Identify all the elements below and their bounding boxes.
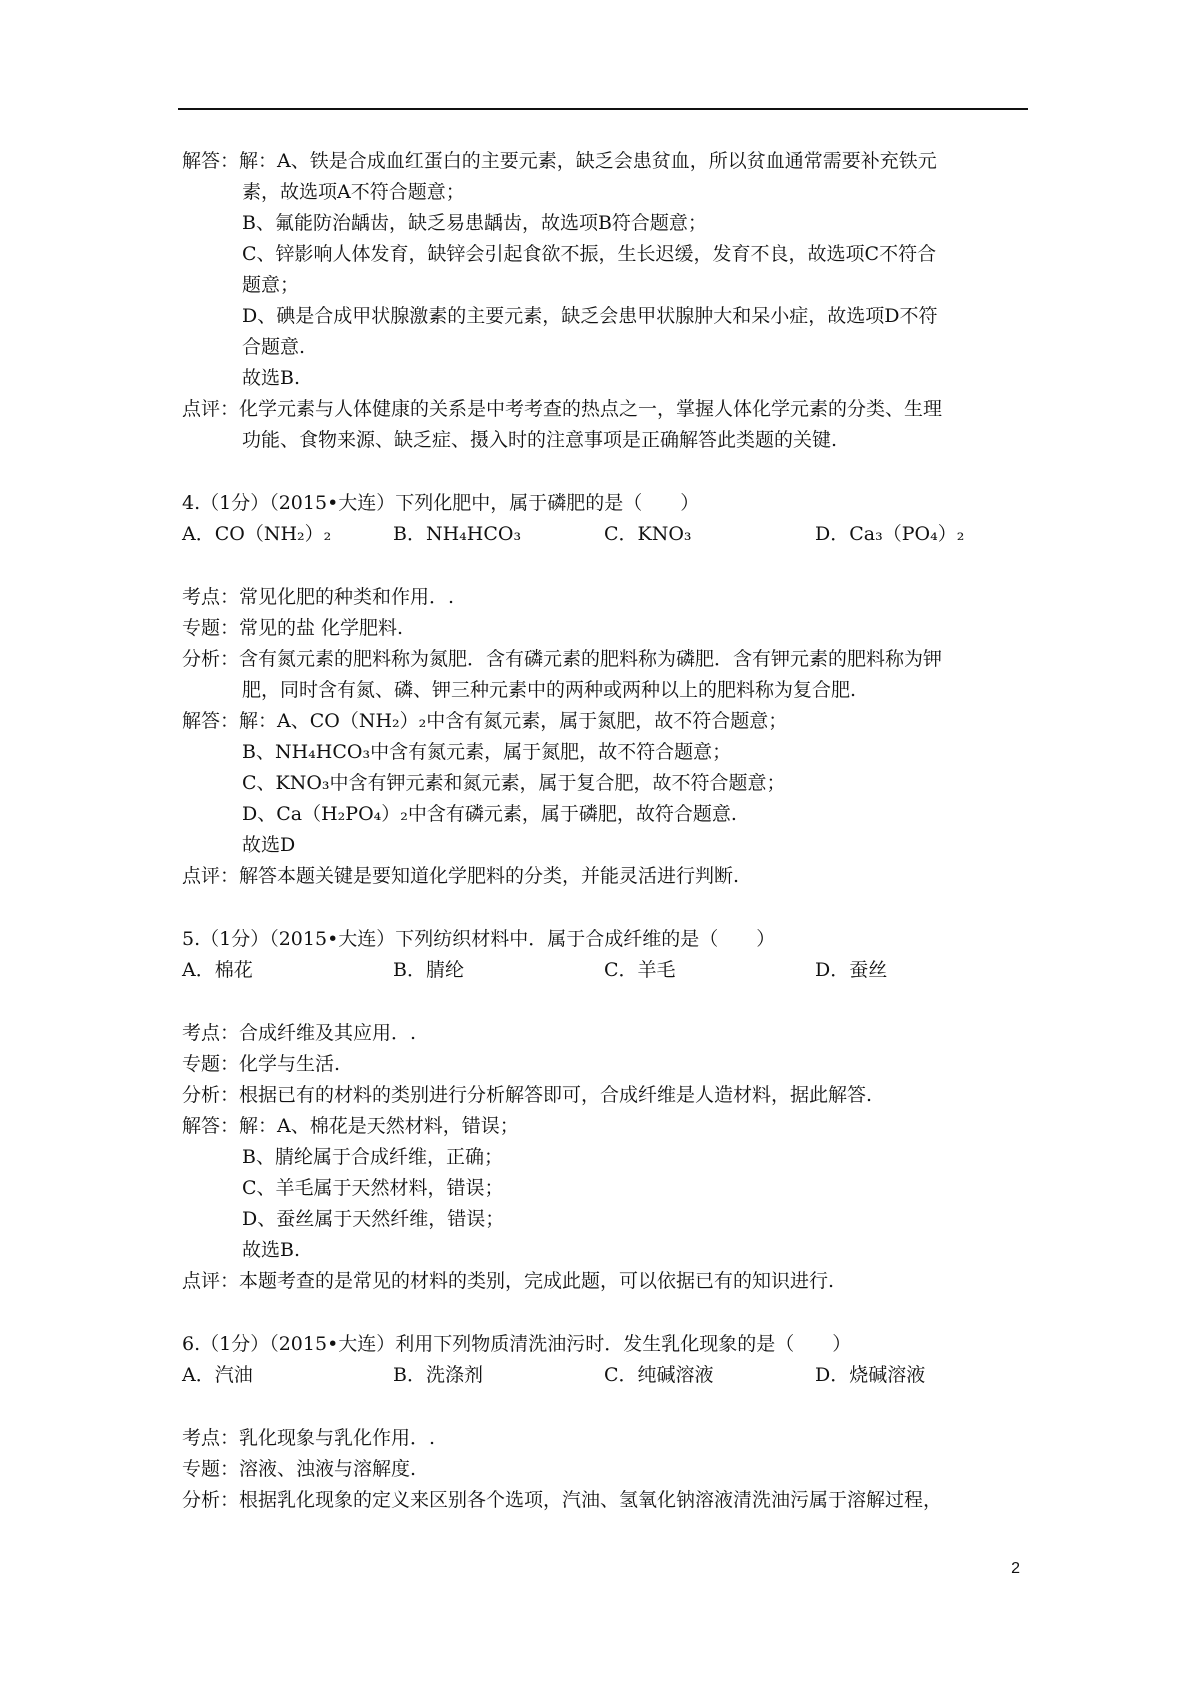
line-text: 化学与生活. xyxy=(239,1053,341,1075)
line-text: 解：A、CO（NH₂）₂中含有氮元素，属于氮肥，故不符合题意； xyxy=(239,710,788,732)
line-text: 乳化现象与乳化作用．. xyxy=(239,1427,436,1449)
line-text: 化学元素与人体健康的关系是中考考查的热点之一，掌握人体化学元素的分类、生理 xyxy=(239,398,943,420)
answer-option: A．棉花 xyxy=(182,959,253,981)
section-label: 解答： xyxy=(182,1115,240,1137)
answer-option: D．烧碱溶液 xyxy=(815,1364,926,1386)
answer-options xyxy=(182,1360,1032,1391)
answer-option: C．羊毛 xyxy=(604,959,676,981)
line-text: 合题意. xyxy=(242,336,306,358)
line-text: C、KNO₃中含有钾元素和氮元素，属于复合肥，故不符合题意； xyxy=(242,772,786,794)
section-label: 分析： xyxy=(182,1489,240,1511)
section-label: 考点： xyxy=(182,1022,240,1044)
section-label: 点评： xyxy=(182,865,240,887)
answer-option: A．汽油 xyxy=(182,1364,253,1386)
line-text: 题意； xyxy=(242,274,300,296)
line-text: D、Ca（H₂PO₄）₂中含有磷元素，属于磷肥，故符合题意. xyxy=(242,803,737,825)
text-line-continued xyxy=(182,301,1032,332)
header-rule xyxy=(178,108,1028,110)
text-line xyxy=(182,488,1032,519)
text-line-continued xyxy=(182,737,1032,768)
spacer xyxy=(182,456,1032,488)
text-line xyxy=(182,582,1032,613)
line-text: 5.（1分）（2015•大连）下列纺织材料中．属于合成纤维的是（ ） xyxy=(182,928,776,950)
spacer xyxy=(182,1297,1032,1329)
section-label: 点评： xyxy=(182,398,240,420)
section-label: 考点： xyxy=(182,1427,240,1449)
section-label: 专题： xyxy=(182,1053,240,1075)
answer-option: B．NH₄HCO₃ xyxy=(393,523,522,545)
text-line xyxy=(182,1329,1032,1360)
section-label: 考点： xyxy=(182,586,240,608)
line-text: 解答本题关键是要知道化学肥料的分类，并能灵活进行判断. xyxy=(239,865,740,887)
text-line xyxy=(182,613,1032,644)
spacer xyxy=(182,1391,1032,1423)
line-text: D、蚕丝属于天然纤维，错误； xyxy=(242,1208,505,1230)
text-line-continued xyxy=(182,332,1032,363)
line-text: 故选B. xyxy=(242,367,301,389)
text-line xyxy=(182,1111,1032,1142)
spacer xyxy=(182,550,1032,582)
text-line-continued xyxy=(182,768,1032,799)
text-line xyxy=(182,1485,1032,1516)
spacer xyxy=(182,892,1032,924)
text-line-continued xyxy=(182,239,1032,270)
text-line-continued xyxy=(182,208,1032,239)
line-text: B、腈纶属于合成纤维，正确； xyxy=(242,1146,503,1168)
text-line-continued xyxy=(182,830,1032,861)
text-line xyxy=(182,1080,1032,1111)
text-line xyxy=(182,146,1032,177)
text-line-continued xyxy=(182,1142,1032,1173)
line-text: 根据已有的材料的类别进行分析解答即可，合成纤维是人造材料，据此解答. xyxy=(239,1084,873,1106)
section-label: 分析： xyxy=(182,648,240,670)
text-line-continued xyxy=(182,425,1032,456)
line-text: 6.（1分）（2015•大连）利用下列物质清洗油污时．发生乳化现象的是（ ） xyxy=(182,1333,852,1355)
line-text: 含有氮元素的肥料称为氮肥．含有磷元素的肥料称为磷肥．含有钾元素的肥料称为钾 xyxy=(239,648,943,670)
section-label: 解答： xyxy=(182,150,240,172)
text-line-continued xyxy=(182,1173,1032,1204)
section-label: 分析： xyxy=(182,1084,240,1106)
answer-option: C．纯碱溶液 xyxy=(604,1364,714,1386)
line-text: 解：A、铁是合成血红蛋白的主要元素，缺乏会患贫血，所以贫血通常需要补充铁元 xyxy=(239,150,937,172)
section-label: 专题： xyxy=(182,617,240,639)
line-text: 常见的盐 化学肥料. xyxy=(239,617,404,639)
line-text: 常见化肥的种类和作用．. xyxy=(239,586,455,608)
answer-option: D．Ca₃（PO₄）₂ xyxy=(815,523,965,545)
answer-options xyxy=(182,519,1032,550)
line-text: 4.（1分）（2015•大连）下列化肥中，属于磷肥的是（ ） xyxy=(182,492,700,514)
line-text: 肥，同时含有氮、磷、钾三种元素中的两种或两种以上的肥料称为复合肥. xyxy=(242,679,857,701)
line-text: 合成纤维及其应用．. xyxy=(239,1022,417,1044)
line-text: 解：A、棉花是天然材料，错误； xyxy=(239,1115,519,1137)
text-line xyxy=(182,1018,1032,1049)
line-text: 溶液、浊液与溶解度. xyxy=(239,1458,417,1480)
answer-option: A．CO（NH₂）₂ xyxy=(182,523,332,545)
section-label: 专题： xyxy=(182,1458,240,1480)
text-line xyxy=(182,1454,1032,1485)
text-line xyxy=(182,394,1032,425)
line-text: 根据乳化现象的定义来区别各个选项，汽油、氢氧化钠溶液清洗油污属于溶解过程， xyxy=(239,1489,943,1511)
text-line-continued xyxy=(182,1204,1032,1235)
answer-option: B．腈纶 xyxy=(393,959,464,981)
answer-option: D．蚕丝 xyxy=(815,959,888,981)
line-text: B、NH₄HCO₃中含有氮元素，属于氮肥，故不符合题意； xyxy=(242,741,732,763)
text-line-continued xyxy=(182,270,1032,301)
text-line-continued xyxy=(182,177,1032,208)
line-text: C、锌影响人体发育，缺锌会引起食欲不振，生长迟缓，发育不良，故选项C不符合 xyxy=(242,243,937,265)
line-text: 功能、食物来源、缺乏症、摄入时的注意事项是正确解答此类题的关键. xyxy=(242,429,838,451)
text-line xyxy=(182,1049,1032,1080)
section-label: 解答： xyxy=(182,710,240,732)
line-text: B、氟能防治龋齿，缺乏易患龋齿，故选项B符合题意； xyxy=(242,212,707,234)
line-text: 故选B. xyxy=(242,1239,301,1261)
text-line xyxy=(182,1423,1032,1454)
answer-options xyxy=(182,955,1032,986)
text-line xyxy=(182,706,1032,737)
document-body xyxy=(182,146,1032,1516)
line-text: 素，故选项A不符合题意； xyxy=(242,181,465,203)
line-text: 故选D xyxy=(242,834,296,856)
text-line-continued xyxy=(182,1235,1032,1266)
text-line xyxy=(182,924,1032,955)
text-line xyxy=(182,644,1032,675)
answer-option: B．洗涤剂 xyxy=(393,1364,483,1386)
answer-option: C．KNO₃ xyxy=(604,523,692,545)
line-text: C、羊毛属于天然材料，错误； xyxy=(242,1177,504,1199)
section-label: 点评： xyxy=(182,1270,240,1292)
text-line xyxy=(182,861,1032,892)
text-line-continued xyxy=(182,363,1032,394)
line-text: 本题考查的是常见的材料的类别，完成此题，可以依据已有的知识进行. xyxy=(239,1270,835,1292)
text-line-continued xyxy=(182,675,1032,706)
spacer xyxy=(182,986,1032,1018)
text-line-continued xyxy=(182,799,1032,830)
line-text: D、碘是合成甲状腺激素的主要元素，缺乏会患甲状腺肿大和呆小症，故选项D不符 xyxy=(242,305,938,327)
page-number: 2 xyxy=(1011,1560,1020,1577)
text-line xyxy=(182,1266,1032,1297)
